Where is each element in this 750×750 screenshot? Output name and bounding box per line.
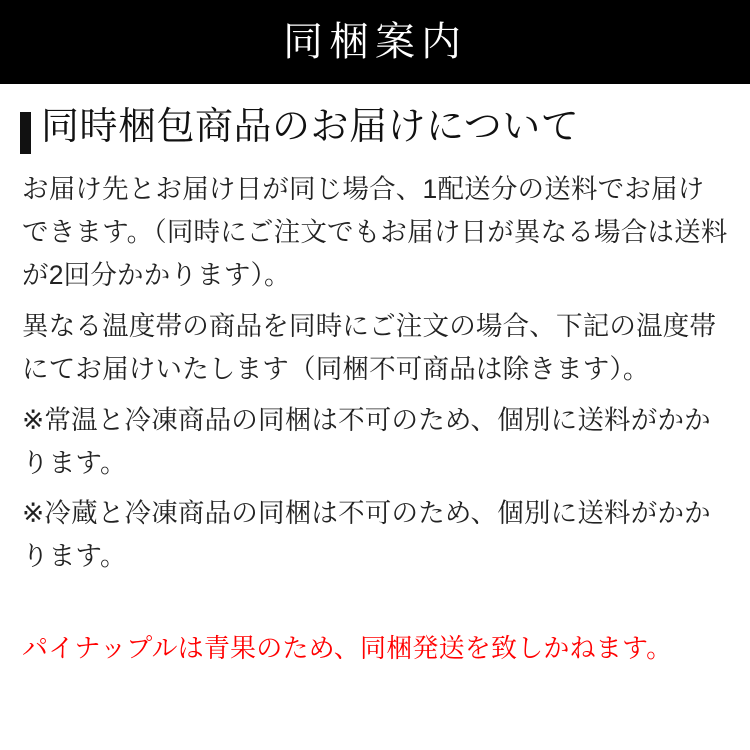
content-area bbox=[0, 84, 750, 669]
spacer bbox=[20, 586, 730, 628]
paragraph-shipping-fee: お届け先とお届け日が同じ場合、1配送分の送料でお届けできます。（同時にご注文でもお届け日が異なる場合は送料が2回分かかります）。 bbox=[22, 174, 728, 290]
section-heading-text: 同時梱包商品のお届けについて bbox=[41, 106, 580, 148]
header-banner bbox=[0, 0, 750, 84]
pineapple-notice: パイナップルは青果のため、同梱発送を致しかねます。 bbox=[22, 633, 673, 664]
paragraph-chilled-frozen-note: ※冷蔵と冷凍商品の同梱は不可のため、個別に送料がかかります。 bbox=[22, 498, 711, 572]
heading-accent-bar bbox=[20, 112, 31, 154]
section-heading bbox=[20, 106, 730, 154]
paragraph-temperature-zone: 異なる温度帯の商品を同時にご注文の場合、下記の温度帯にてお届けいたします（同梱不可商品は除きます）。 bbox=[22, 310, 717, 384]
page-title: 同梱案内 bbox=[283, 20, 467, 64]
paragraph-room-frozen-note: ※常温と冷凍商品の同梱は不可のため、個別に送料がかかります。 bbox=[22, 404, 711, 478]
